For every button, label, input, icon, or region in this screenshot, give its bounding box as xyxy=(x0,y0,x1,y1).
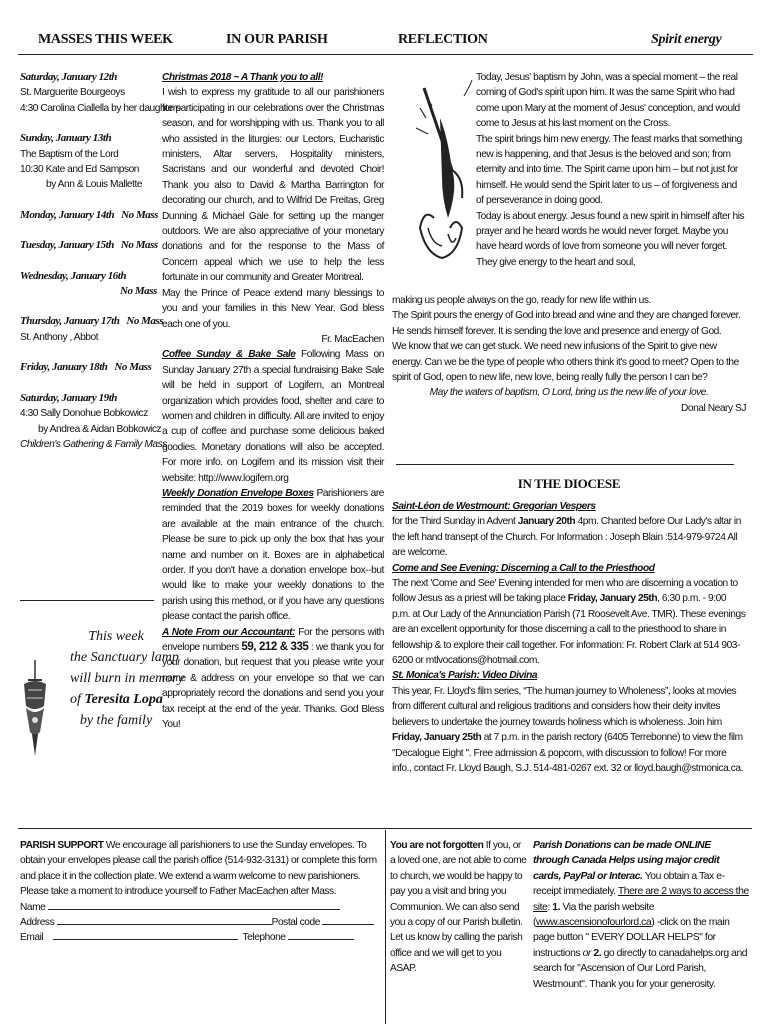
spirit-energy-title: Spirit energy xyxy=(651,32,722,47)
sanctuary-lamp-icon xyxy=(18,660,52,760)
christmas-body: I wish to express my gratitude to all our parishioners for participating in our celebrations over the Christmas season, and for worshipping with us. Thank you to all who assisted in the liturgies: our Lectors, Eucharistic ministers, Altar servers, Hospitality ministers, Sacristans and our wonderful and devoted Choir! Thank you also to David & Martha Barrington for decorating our church, and to Wilfrid De Freitas, Greg Dunning & Michael Gale for setting up the manger outdoors. We are also appreciative of your monetary donations and for the response to the Mass of Concern appeal which we use to help the less fortunate in our community and Greater Montreal. xyxy=(162,87,384,284)
support-body: We encourage all parishioners to use the Sunday envelopes. To obtain your envelopes please call the parish office (514-932-3131) or complete this form and place it in the collection plate. We extend a warm welcome to new parishioners. Please take a moment to introduce yourself to Father MacEachen after Mass. xyxy=(20,840,377,898)
accountant-body: For the persons with envelope numbers xyxy=(162,626,384,654)
online-text: Via the parish website ( xyxy=(533,901,655,929)
online-text: go directly to canadahelps.org and search for "Ascension of Our Lord Parish, Westmount". Thank you for your generosity. xyxy=(533,947,748,990)
lamp-line: This week xyxy=(88,629,144,644)
event-date: Friday, January 25th xyxy=(567,593,658,605)
envelope-numbers: 59, 212 & 335 xyxy=(241,641,309,654)
option-2: 2. xyxy=(590,947,602,959)
accountant-body: : we thank you for your donation, but request that you please write your name & address on your envelope so that we can appropriately record the donations and send you your tax receipt at the end of the year. Thanks. God Bless You! xyxy=(162,642,384,731)
footer-divider xyxy=(385,830,386,1024)
online-text: ) -click on the main page button " EVERY DOLLAR HELPS" for instructions xyxy=(533,917,730,959)
lamp-line: the Sanctuary lamp xyxy=(70,650,179,665)
email-label: Email xyxy=(20,932,44,944)
signature: Fr. MacEachen xyxy=(321,333,384,345)
reflection-header: REFLECTION xyxy=(398,32,488,47)
address-field[interactable] xyxy=(57,915,272,925)
mass-line: The Baptism of the Lord xyxy=(20,148,119,160)
memorial-name: Teresita Lopa xyxy=(84,692,163,707)
mass-day: Friday, January 18th xyxy=(20,361,108,374)
diocese-header: IN THE DIOCESE xyxy=(517,476,621,491)
reflection-p1: Today, Jesus' baptism by John, was a special moment – the real coming of God's spirit upon him. It was the same Spirit who had come upon Mary at the moment of Jesus' conception, and would come to Jesus at his last moment on the Cross. xyxy=(476,72,740,130)
mass-day: Thursday, January 17th xyxy=(20,315,120,328)
mass-day: Monday, January 14th xyxy=(20,208,115,221)
diocese-text: 4pm. Chanted before Our Lady's altar in the left hand transept of the Church. For Information : Joseph Blain :514-979-9724 All are welcome. xyxy=(392,516,741,559)
no-mass: No Mass xyxy=(126,315,164,328)
mass-line: 4:30 Sally Donohue Bobkowicz xyxy=(20,408,148,420)
diocese-text: The next 'Come and See' Evening intended for men who are discerning a vocation to follow Jesus as a priest will be taking place xyxy=(392,578,738,605)
dove-illustration-icon xyxy=(412,78,474,268)
mass-day: Saturday, January 19th xyxy=(20,391,117,404)
mass-day: Sunday, January 13th xyxy=(20,132,112,145)
reflection-p3: Today is about energy. Jesus found a new spirit in himself after his prayer and he heard words he would never forget. Maybe you have heard words of love from someone you will never forget. They give energy to the heart and soul, xyxy=(476,210,745,268)
no-mass: No Mass xyxy=(121,208,158,221)
telephone-field[interactable] xyxy=(288,930,354,940)
diocese-text: at 7 p.m. in the parish rectory (6405 Terrebonne) to view the film "Decalogue Eight ". Free admission & popcorn, with discussion to follow! For more info., contact Fr. Lloyd Baugh, S.J. 514-481-0267 ext. 32 or lloyd.baugh@stmonica.ca. xyxy=(392,732,743,774)
online-or: or xyxy=(582,947,591,959)
no-mass: No Mass xyxy=(120,285,157,298)
forgotten-body: If you, or a loved one, are not able to come to church, we would be happy to pay you a visit and bring you Communion. We can also send you a copy of our Parish bulletin. Let us know by calling the parish office and we will get to you ASAP. xyxy=(390,840,527,975)
reflection-p5: We know that we can get stuck. We need new infusions of the Spirit to give new energy. Can we be the type of people who others think it's good to meet? Open to the spirit of God, open to new life, new love, being really fully the person I can be? xyxy=(392,341,739,384)
mass-line: Children's Gathering & Family Mass xyxy=(20,438,167,450)
mass-day: Saturday, January 12th xyxy=(20,71,117,83)
lamp-line: by the family xyxy=(79,713,153,728)
sanctuary-lamp-notice xyxy=(70,626,184,731)
footer-rule xyxy=(18,828,752,829)
parish-support xyxy=(20,838,380,946)
diocese-title: Saint-Léon de Westmount: Gregorian Vespers xyxy=(392,501,596,512)
parish-header: IN OUR PARISH xyxy=(226,32,328,47)
reflection-author: Donal Neary SJ xyxy=(680,402,746,414)
reflection-p2: The spirit brings him new energy. The feast marks that something new is happening, and that Jesus is the beloved and son; from eternity and into time. The Spirit came upon him – but not just for himself. He would send the Spirit later to us – of forgiveness and of perseverance in doing good. xyxy=(476,133,742,207)
mass-line: by Andrea & Aidan Bobkowicz xyxy=(38,423,162,435)
envelope-title: Weekly Donation Envelope Boxes xyxy=(162,487,314,499)
online-donations xyxy=(533,838,749,992)
postal-code-label: Postal code xyxy=(271,917,320,929)
lamp-line: of xyxy=(70,692,85,707)
mass-line: St. Marguerite Bourgeoys xyxy=(20,87,125,99)
christmas-title: Christmas 2018 ~ A Thank you to all! xyxy=(162,72,324,83)
address-label: Address xyxy=(20,917,55,929)
mass-line: 4:30 Carolina Ciallella by her daughters xyxy=(20,102,181,114)
christmas-blessing: May the Prince of Peace extend many blessings to you and your families in this New Year. God bless each one of you. xyxy=(162,287,384,330)
diocese-title: St. Monica's Parish: Video Divina xyxy=(392,670,538,682)
diocese-text: , 6:30 p.m. - 9:00 p.m. at Our Lady of the Annunciation Parish (71 Roosevelt Ave. TMR). These evenings are an excellent opportunity for those discerning a call to the priesthood to share in fellowship & to explore their call together. For information: Fr. Robert Clark at 514 903-6200 or mtlvocations@hotmail.com. xyxy=(392,593,746,667)
mass-schedule xyxy=(20,70,181,452)
online-title: Parish Donations can be made ONLINE through Canada Helps using major credit cards, PayPal or Interac. xyxy=(533,840,720,882)
header-rule xyxy=(18,54,753,55)
no-mass: No Mass xyxy=(114,361,152,374)
mass-day: Tuesday, January 15th xyxy=(20,239,114,252)
mass-line: by Ann & Louis Mallette xyxy=(46,179,143,191)
envelope-body: Parishioners are reminded that the 2019 boxes for weekly donations are available at the main entrance of the church. Please be sure to pick up only the box that has your name and number on it. Boxes are in alphabetical order. If you don't have a donation envelope box--but would like to make your weekly donations to the parish using this method, or if you have any questions please contact the parish office. xyxy=(162,487,384,623)
online-text: You obtain a Tax e-receipt immediately. xyxy=(533,870,725,898)
diocese-divider xyxy=(396,464,734,465)
name-field[interactable] xyxy=(48,900,340,910)
event-date: Friday, January 25th xyxy=(392,732,482,744)
lamp-line: will burn in memory xyxy=(70,671,184,686)
parish-column xyxy=(162,70,384,732)
postal-code-field[interactable] xyxy=(322,915,374,925)
event-date: January 20th xyxy=(517,516,576,528)
parish-website-link[interactable]: www.ascensionofourlord.ca xyxy=(536,917,652,929)
diocese-text: for the Third Sunday in Advent xyxy=(392,516,518,528)
mass-line: 10:30 Kate and Ed Sampson xyxy=(20,164,140,176)
diocese-text: This year, Fr. Lloyd's film series, “The human journey to Wholeness”, looks at movies from different cultural and religious traditions and considers how their deity invites believers to undertake the journey towards holiness which is wholeness. Join him xyxy=(392,685,737,728)
option-1: 1. xyxy=(552,901,561,913)
reflection-top xyxy=(476,70,746,270)
diocese-title: Come and See Evening: Discerning a Call to the Priesthood xyxy=(392,562,655,574)
not-forgotten xyxy=(390,838,528,977)
support-title: PARISH SUPPORT xyxy=(20,840,104,851)
reflection-bottom xyxy=(392,293,746,416)
name-label: Name xyxy=(20,901,46,913)
coffee-title: Coffee Sunday & Bake Sale xyxy=(162,349,296,361)
reflection-p4: The Spirit pours the energy of God into bread and wine and they are changed forever. He sends himself forever. It is sending the love and presence and energy of God. xyxy=(392,310,741,337)
reflection-p3b: making us people always on the go, ready for new life within us. xyxy=(392,295,651,306)
online-text: : xyxy=(547,901,553,913)
email-field[interactable] xyxy=(53,930,238,940)
masses-divider xyxy=(20,600,154,601)
online-ways: There are 2 ways to access the site xyxy=(533,886,749,913)
accountant-title: A Note From our Accountant: xyxy=(162,626,296,638)
coffee-body: Following Mass on Sunday January 27th a special fundraising Bake Sale will be held in support of Logifem, an Montreal organization which provides food, shelter and care to women and children in difficulty. All are invited to enjoy a cup of coffee and purchase some delicious baked goodies. Monetary donations will also be accepted. For more info. on Logifem and its mission visit their website: http://www.logifem.org xyxy=(162,349,384,484)
no-mass: No Mass xyxy=(120,239,158,252)
reflection-prayer: May the waters of baptism, O Lord, bring us the new life of your love. xyxy=(429,387,709,399)
forgotten-title: You are not forgotten xyxy=(390,840,484,851)
telephone-label: Telephone xyxy=(242,932,286,944)
mass-day: Wednesday, January 16th xyxy=(20,269,127,282)
masses-header: MASSES THIS WEEK xyxy=(38,32,173,47)
diocese-column xyxy=(392,499,746,776)
mass-line: St. Anthony , Abbot xyxy=(20,331,99,343)
